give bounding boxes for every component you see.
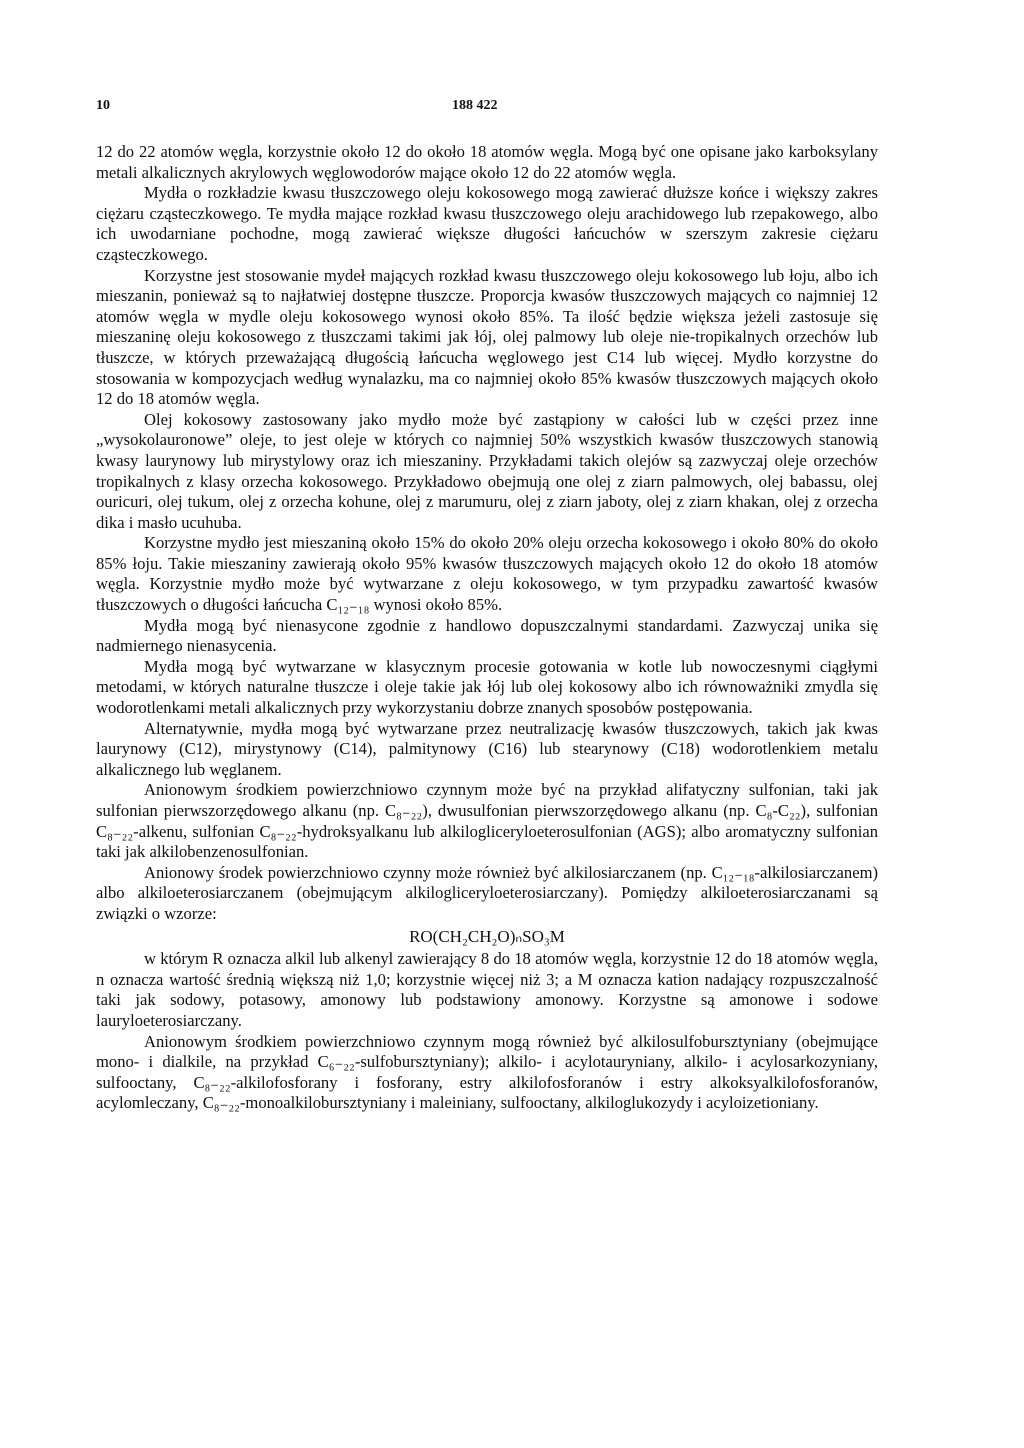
paragraph-9: Anionowym środkiem powierzchniowo czynnym może być na przykład alifatyczny sulfonian, taki jak sulfonian pierwszorzędowego alkanu (np. C₈₋₂₂), dwusulfonian pierwszorzędowego alkanu (np. C₈-C₂₂), sulfonian C₈₋₂₂-alkenu, sulfonian C₈₋₂₂-hydroksyalkanu lub alkilogliceryloeterosulfonian (AGS); albo aromatyczny sulfonian taki jak alkilobenzenosulfonian. xyxy=(96,780,878,862)
paragraph-7: Mydła mogą być wytwarzane w klasycznym procesie gotowania w kotle lub nowoczesnymi ciągłymi metodami, w których naturalne tłuszcze i oleje takie jak łój lub olej kokosowy albo ich równoważniki zmydla się wodorotlenkami metali alkalicznych przy wykorzystaniu dobrze znanych sposobów postępowania. xyxy=(96,656,878,718)
chemical-formula: RO(CH₂CH₂O)ₙSO₃M xyxy=(409,926,565,946)
paragraph-1: 12 do 22 atomów węgla, korzystnie około 12 do około 18 atomów węgla. Mogą być one opisane jako karboksylany metali alkalicznych akrylowych węglowodorów mające około 12 do 22 atomów węgla. xyxy=(96,142,878,182)
paragraph-10: Anionowy środek powierzchniowo czynny może również być alkilosiarczanem (np. C₁₂₋₁₈-alkilosiarczanem) albo alkiloeterosiarczanem (obejmującym alkilogliceryloeterosiarczany). Pomiędzy alkiloeterosiarczanami są związki o wzorze: xyxy=(96,862,878,923)
paragraph-2: Mydła o rozkładzie kwasu tłuszczowego oleju kokosowego mogą zawierać dłuższe końce i większy zakres ciężaru cząsteczkowego. Te mydła mające rozkład kwasu tłuszczowego oleju arachidowego lub rzepakowego, albo ich uwodarniane pochodne, mogą zawierać większe długości łańcuchów w szerszym zakresie ciężaru cząsteczkowego. xyxy=(96,183,878,264)
page-number: 10 xyxy=(96,98,110,113)
paragraph-5: Korzystne mydło jest mieszaniną około 15% do około 20% oleju orzecha kokosowego i około 80% do około 85% łoju. Takie mieszaniny zawierają około 95% kwasów tłuszczowych mających około 12 do około 18 atomów węgla. Korzystnie mydło może być wytwarzane z oleju kokosowego, w tym przypadku zawartość kwasów tłuszczowych o długości łańcucha C₁₂₋₁₈ wynosi około 85%. xyxy=(96,533,878,615)
paragraph-12: Anionowym środkiem powierzchniowo czynnym mogą również być alkilosulfobursztyniany (obejmujące mono- i dialkile, na przykład C₆₋₂₂-sulfobursztyniany); alkilo- i acylotauryniany, alkilo- i acylosarkozyniany, sulfooctany, C₈₋₂₂-alkilofosforany i fosforany, estry alkilofosforanów i estry alkoksyalkilofosforanów, acylomleczany, C₈₋₂₂-monoalkilobursztyniany i maleiniany, sulfooctany, alkiloglukozydy i acyloizetioniany. xyxy=(96,1031,878,1113)
document-body xyxy=(96,142,878,1114)
paragraph-3: Korzystne jest stosowanie mydeł mających rozkład kwasu tłuszczowego oleju kokosowego lub łoju, albo ich mieszanin, ponieważ są to najłatwiej dostępne tłuszcze. Proporcja kwasów tłuszczowych mających co najmniej 12 atomów węgla w mydle oleju kokosowego wynosi około 85%. Ta ilość będzie większa jeżeli zastosuje się mieszaninę oleju kokosowego z tłuszczami takimi jak łój, olej palmowy lub oleje nie-tropikalnych orzechów lub tłuszcze, w których przeważającą długością łańcucha węglowego jest C14 lub więcej. Mydło korzystne do stosowania w kompozycjach według wynalazku, ma co najmniej około 85% kwasów tłuszczowych mających około 12 do 18 atomów węgla. xyxy=(96,265,878,409)
document-number: 188 422 xyxy=(452,98,498,113)
page-header xyxy=(96,98,926,118)
paragraph-4: Olej kokosowy zastosowany jako mydło może być zastąpiony w całości lub w części przez inne „wysokolauronowe” oleje, to jest oleje w których co najmniej 50% wszystkich kwasów tłuszczowych stanowią kwasy laurynowy lub mirystylowy oraz ich mieszaniny. Przykładami takich olejów są zazwyczaj oleje orzechów tropikalnych z klasy orzecha kokosowego. Przykładowo obejmują one olej z ziarn palmowych, olej babassu, olej ouricuri, olej tukum, olej z orzecha kohune, olej z marumuru, olej z ziarn jaboty, olej z ziarn khakan, olej z orzecha dika i masło ucuhuba. xyxy=(96,409,878,532)
paragraph-6: Mydła mogą być nienasycone zgodnie z handlowo dopuszczalnymi standardami. Zazwyczaj unika się nadmiernego nienasycenia. xyxy=(96,615,878,656)
paragraph-8: Alternatywnie, mydła mogą być wytwarzane przez neutralizację kwasów tłuszczowych, takich jak kwas laurynowy (C12), mirystynowy (C14), palmitynowy (C16) lub stearynowy (C18) wodorotlenkiem metalu alkalicznego lub węglanem. xyxy=(96,718,878,779)
paragraph-11: w którym R oznacza alkil lub alkenyl zawierający 8 do 18 atomów węgla, korzystnie 12 do 18 atomów węgla, n oznacza wartość średnią większą niż 1,0; korzystnie więcej niż 3; a M oznacza kation nadający rozpuszczalność taki jak sodowy, potasowy, amonowy lub podstawiony amonowy. Korzystne są amonowe i sodowe lauryloeterosiarczany. xyxy=(96,949,878,1030)
